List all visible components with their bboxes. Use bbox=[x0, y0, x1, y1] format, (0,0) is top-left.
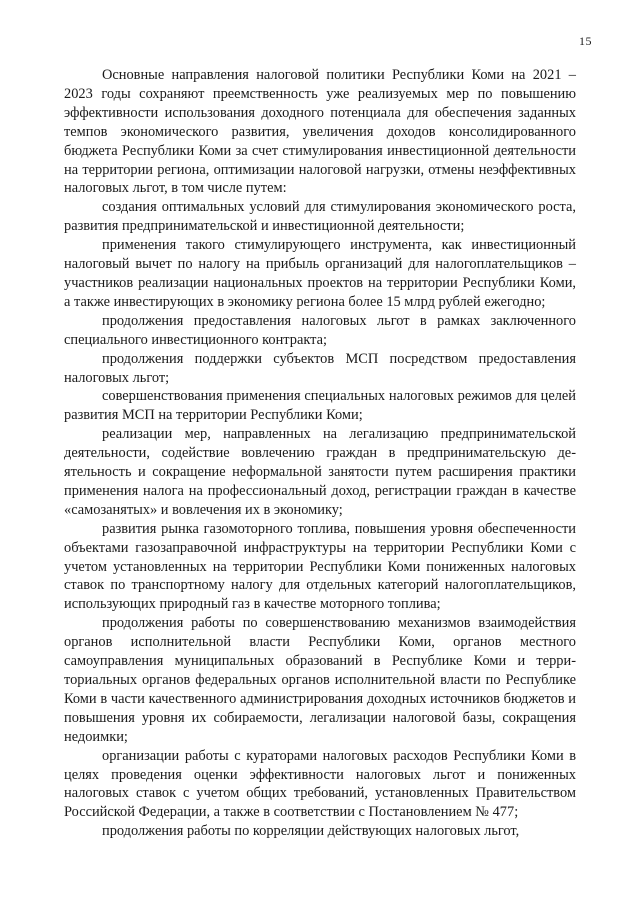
paragraph-item: применения такого стимулирующего инструмента, как инвестиционный налоговый вычет по налогу на прибыль организаций для налогоплательщиков – участников реализации национальных проектов на территории Республики Коми, а также инвестирующих в экономику региона более 15 млрд рублей ежегодно; bbox=[64, 237, 576, 310]
paragraph-item: продолжения работы по корреляции действующих налоговых льгот, bbox=[102, 823, 520, 840]
paragraph-item: развития рынка газомоторного топлива, повышения уровня обеспеченности объектами газозаправочной инфраструктуры на территории Республики Коми с учетом установленных на территории Республики Коми пониженных налоговых ставок по транспортному налогу для отдельных категорий налогоплательщиков, использующих природный газ в качестве моторного топлива; bbox=[64, 520, 576, 613]
paragraph-item: продолжения работы по совершенствованию механизмов взаимодействия органов исполнительной власти Республики Коми, органов местного самоуправления муниципальных образований в Республике Коми и территориальных органов федеральных органов исполнительной власти по Республике Коми в части качественного администрирования доходных источников бюджетов и повышения уровня их собираемости, легализации налоговой базы, сокращения недоимки; bbox=[64, 615, 576, 745]
paragraph-item: продолжения предоставления налоговых льгот в рамках заключенного специального инвестиционного контракта; bbox=[64, 312, 576, 348]
paragraph-item: реализации мер, направленных на легализацию предпринимательской деятельности, содействие вовлечению граждан в предпринимательскую деятельность и сокращение неформальной занятости путем расширения практики применения налога на профессиональный доход, регистрации граждан в качестве «самозанятых» и вовлечения их в экономику; bbox=[64, 426, 576, 518]
paragraph-intro: Основные направления налоговой политики Республики Коми на 2021 – 2023 годы сохраняют преемственность уже реализуемых мер по повышению эффективности использования доходного потенциала для обеспечения заданных темпов экономического развития, увеличения доходов консолидированного бюджета Республики Коми за счет стимулирования инвестиционной деятельности на территории региона, оптимизации налоговой нагрузки, отмены неэффективных налоговых льгот, в том числе путем: bbox=[64, 67, 576, 197]
paragraph-item: совершенствования применения специальных налоговых режимов для целей развития МСП на территории Республики Коми; bbox=[64, 388, 576, 424]
paragraph-item: создания оптимальных условий для стимулирования экономического роста, развития предпринимательской и инвестиционной деятельности; bbox=[64, 199, 576, 235]
paragraph-item: организации работы с кураторами налоговых расходов Республики Коми в целях проведения оценки эффективности налоговых льгот и пониженных налоговых ставок с учетом общих требований, установленных Правительством Российской Федерации, а также в соответствии с Постановлением № 477; bbox=[64, 747, 576, 821]
body-text bbox=[64, 66, 576, 841]
page-number: 15 bbox=[579, 34, 592, 48]
paragraph-item: продолжения поддержки субъектов МСП посредством предоставления налоговых льгот; bbox=[64, 350, 576, 386]
